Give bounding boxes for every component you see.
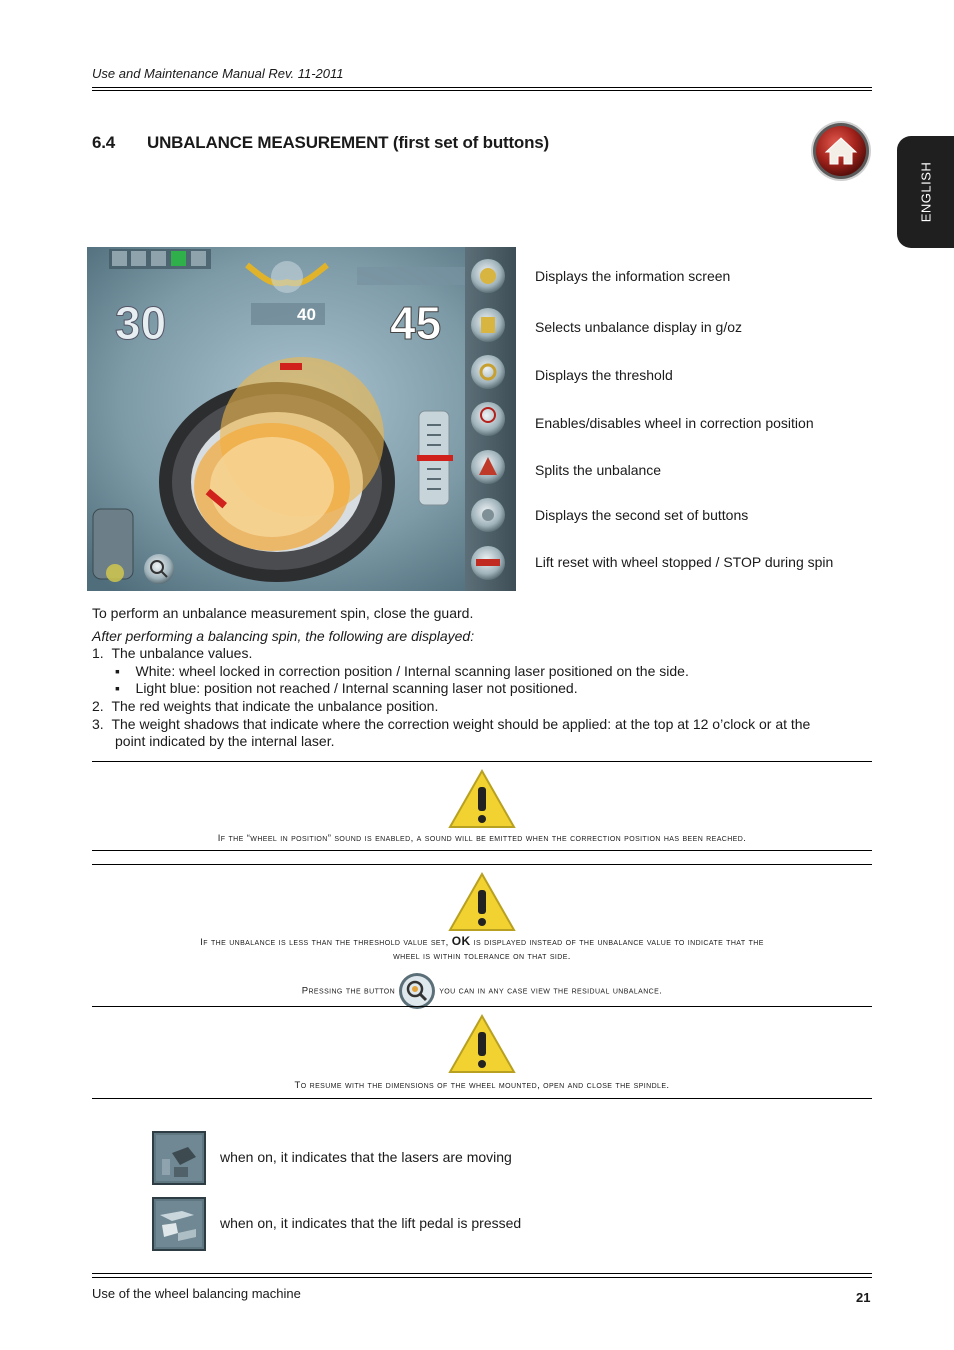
desc-split: Splits the unbalance — [535, 462, 662, 478]
desc-lift-reset: Lift reset with wheel stopped / STOP during spin — [535, 554, 834, 570]
warning-icon — [448, 769, 516, 829]
warning-text: If the unbalance is less than the threshold value set, — [200, 937, 449, 948]
header-rule-thin — [92, 90, 872, 91]
laser-moving-icon — [152, 1131, 206, 1185]
warning-rule — [92, 1006, 872, 1007]
legend-pedal-text: when on, it indicates that the lift pedal is pressed — [220, 1215, 522, 1231]
warning-text: is displayed instead of the unbalance value to indicate that the — [473, 937, 764, 948]
brake-status-icon — [171, 251, 186, 266]
bullet-2: ▪ Light blue: position not reached / Internal scanning laser not positioned. — [115, 680, 578, 696]
warning-text: Pressing the button — [301, 985, 396, 997]
footer-section: Use of the wheel balancing machine — [92, 1286, 301, 1301]
list-item-3 — [92, 715, 810, 733]
outer-weight-marker — [280, 363, 302, 370]
bullet-1: ▪ White: wheel locked in correction position / Internal scanning laser positioned on the side. — [115, 663, 689, 679]
side-button-second-set[interactable] — [471, 498, 505, 532]
clamp-status-icon — [151, 251, 166, 266]
warning-rule — [92, 761, 872, 762]
warning-threshold-line2: wheel is within tolerance on that side. — [393, 951, 571, 962]
home-icon — [810, 120, 872, 182]
desc-info: Displays the information screen — [535, 268, 731, 284]
mode-status-icon — [191, 251, 206, 266]
side-button-wheel-position[interactable] — [471, 402, 505, 436]
warning-rule — [92, 864, 872, 865]
desc-threshold: Displays the threshold — [535, 367, 673, 383]
list-num: 3. — [92, 716, 104, 732]
warning-rule — [92, 1098, 872, 1099]
page-number: 21 — [856, 1290, 871, 1305]
right-unbalance-value: 45 — [390, 297, 442, 349]
list-item-3-cont: point indicated by the internal laser. — [115, 733, 335, 749]
balancer-screen — [87, 247, 516, 591]
warning-wheel-position: If the “wheel in position” sound is enabled, a sound will be emitted when the correction position has been reached. — [217, 833, 747, 844]
footer-rule-thin — [92, 1277, 872, 1278]
warning-text: you can in any case view the residual unbalance. — [439, 985, 663, 997]
lift-pedal-icon — [152, 1197, 206, 1251]
desc-second-set: Displays the second set of buttons — [535, 507, 749, 523]
manual-header-title: Use and Maintenance Manual Rev. 11-2011 — [92, 66, 344, 81]
after-spin-text: After performing a balancing spin, the following are displayed: — [92, 628, 475, 644]
warning-rule — [92, 850, 872, 851]
desc-units: Selects unbalance display in g/oz — [535, 319, 743, 335]
laser-status-icon — [112, 251, 127, 266]
intro-text: To perform an unbalance measurement spin, close the guard. — [92, 605, 474, 621]
warning-spindle: To resume with the dimensions of the wheel mounted, open and close the spindle. — [294, 1080, 670, 1091]
threshold-zoom-icon — [398, 972, 436, 1010]
ok-label: OK — [451, 934, 471, 948]
list-text: The red weights that indicate the unbalance position. — [111, 698, 439, 714]
list-text: The weight shadows that indicate where the correction weight should be applied: at the top at 12 o’clock or at the — [111, 716, 811, 732]
list-num: 1. — [92, 645, 104, 661]
side-button-lift-reset[interactable] — [471, 546, 505, 580]
list-num: 2. — [92, 698, 104, 714]
pedal-status-icon — [131, 251, 146, 266]
bullet-text: Light blue: position not reached / Internal scanning laser not positioned. — [135, 680, 578, 696]
warning-icon — [448, 1014, 516, 1074]
desc-wheel-position: Enables/disables wheel in correction position — [535, 415, 814, 431]
list-item-2 — [92, 697, 438, 715]
bullet-text: White: wheel locked in correction position / Internal scanning laser positioned on the side. — [135, 663, 689, 679]
side-button-units[interactable] — [471, 308, 505, 342]
language-label: ENGLISH — [918, 161, 933, 223]
section-title — [92, 133, 549, 153]
header-rule — [92, 87, 872, 88]
language-tab — [897, 136, 954, 248]
left-unbalance-value: 30 — [115, 297, 167, 349]
side-button-split[interactable] — [471, 450, 505, 484]
warning-press-line — [92, 972, 872, 1010]
list-text: The unbalance values. — [111, 645, 253, 661]
side-button-threshold[interactable] — [471, 355, 505, 389]
section-heading: UNBALANCE MEASUREMENT (first set of buttons) — [147, 133, 550, 152]
section-number: 6.4 — [92, 133, 116, 152]
warning-threshold — [92, 934, 872, 950]
side-button-info[interactable] — [471, 259, 505, 293]
center-value: 40 — [297, 305, 316, 324]
footer-rule — [92, 1273, 872, 1274]
warning-icon — [448, 872, 516, 932]
list-item-1 — [92, 644, 252, 662]
legend-laser-text: when on, it indicates that the lasers are moving — [220, 1149, 512, 1165]
